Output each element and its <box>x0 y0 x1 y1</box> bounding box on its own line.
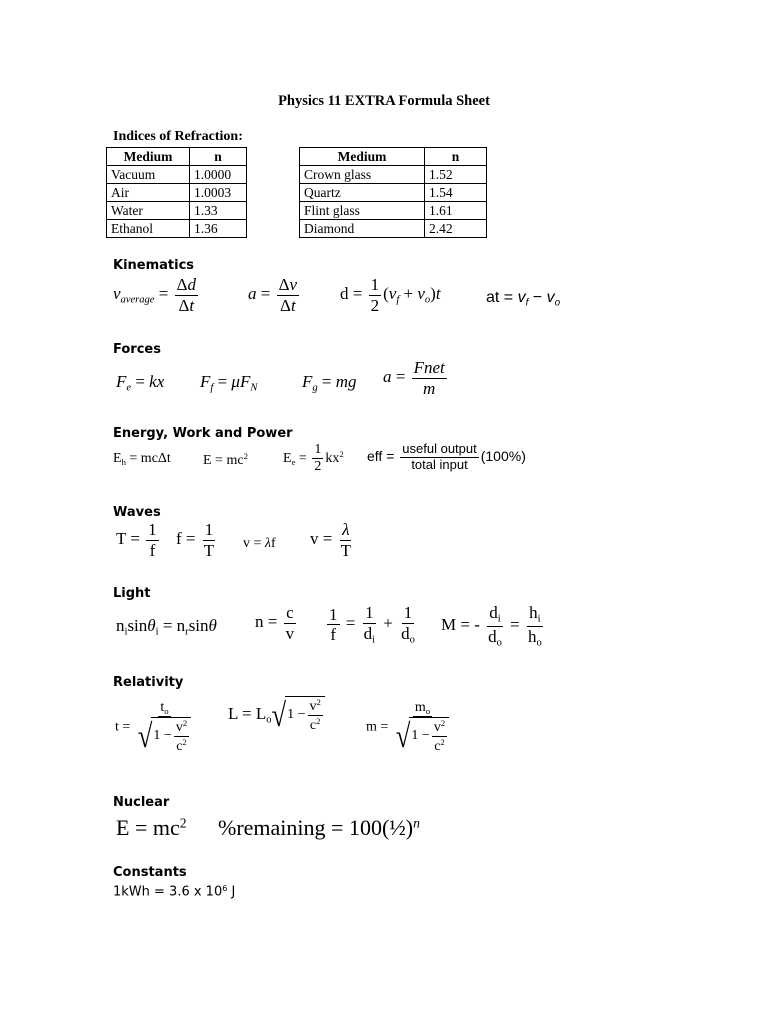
half-life-formula: %remaining = 100(½)$^n$ <box>218 815 420 840</box>
kwh-text: 1kWh = 3.6 x 10 <box>113 884 223 900</box>
n-cell: 2.42 <box>425 220 487 238</box>
elastic-energy-formula: $E_e$ = $\frac{1}{2}$ $kx^2$ <box>283 442 344 475</box>
relativistic-mass-formula: m = $m_o$ √ 1 − $\frac{v^2}{c^2}$ <box>366 700 453 755</box>
nuclear-energy-formula: $E = mc^2$ <box>116 815 187 840</box>
nuclear-heading: Nuclear <box>113 795 170 810</box>
column-header-n: n <box>190 148 247 166</box>
medium-cell: Diamond <box>300 220 425 238</box>
table-row <box>300 184 487 202</box>
n-cell: 1.54 <box>425 184 487 202</box>
lens-formula: $\frac{1}{f}$ = $\frac{1}{d_i}$ + $\frac{1}{d_o}$ <box>329 603 415 646</box>
column-header-n: n <box>425 148 487 166</box>
spring-force-formula: $F_e$ = kx <box>116 372 165 394</box>
n-cell: 1.0000 <box>190 166 247 184</box>
frequency-formula: f = $\frac{1}{T}$ <box>176 520 215 560</box>
waves-heading: Waves <box>113 505 161 520</box>
kinematics-heading: Kinematics <box>113 258 195 273</box>
table-row <box>300 202 487 220</box>
kwh-unit: J <box>227 884 236 900</box>
gravity-force-formula: $F_g$ = mg <box>302 372 357 394</box>
mass-energy-formula: $E = mc^2$ <box>203 451 248 468</box>
snell-law-formula: $n_i\sin\theta_i = n_r\sin\theta$ <box>116 616 217 638</box>
period-formula: T = $\frac{1}{f}$ <box>116 520 157 560</box>
table-row <box>107 202 247 220</box>
net-force-formula: a = $\frac{\text{Fnet}}{m}$ <box>383 358 445 398</box>
relativity-heading: Relativity <box>113 675 184 690</box>
acceleration-formula: a = $\frac{\Delta v}{\Delta t}$ <box>248 275 298 315</box>
remaining-label: %remaining <box>218 815 326 840</box>
wave-speed-period-formula: v = $\frac{\lambda}{T}$ <box>310 520 351 560</box>
at-formula: at = $v_f - v_o$ <box>486 289 561 309</box>
percent-label: (100%) <box>480 448 526 465</box>
n-cell: 1.36 <box>190 220 247 238</box>
page-title: Physics 11 EXTRA Formula Sheet <box>278 93 490 109</box>
medium-cell: Ethanol <box>107 220 190 238</box>
refraction-table-right <box>299 147 487 238</box>
total-input-label: total input <box>411 456 468 472</box>
efficiency-formula <box>367 442 526 473</box>
time-dilation-formula: t = $t_o$ √ 1 − $\frac{v^2}{c^2}$ <box>115 700 195 755</box>
table-row <box>107 184 247 202</box>
table-row <box>107 166 247 184</box>
column-header-medium: Medium <box>107 148 190 166</box>
medium-cell: Water <box>107 202 190 220</box>
refraction-table-left <box>106 147 247 238</box>
displacement-formula: d = $\frac{1}{2}$ $(v_f + v_o)t$ <box>340 275 441 315</box>
column-header-medium: Medium <box>300 148 425 166</box>
table-row <box>300 166 487 184</box>
medium-cell: Vacuum <box>107 166 190 184</box>
useful-output-label: useful output <box>402 441 477 456</box>
efficiency-label: eff = <box>367 448 395 465</box>
friction-formula: $F_f = \mu F_N$ <box>200 372 258 394</box>
average-velocity-formula: $v_{average}$ = $\frac{\Delta d}{\Delta t}$ <box>113 275 196 315</box>
n-cell: 1.61 <box>425 202 487 220</box>
table-row <box>107 220 247 238</box>
n-cell: 1.52 <box>425 166 487 184</box>
wave-speed-formula: v = λf <box>243 536 276 551</box>
n-cell: 1.33 <box>190 202 247 220</box>
n-cell: 1.0003 <box>190 184 247 202</box>
medium-cell: Quartz <box>300 184 425 202</box>
forces-heading: Forces <box>113 342 161 357</box>
kwh-constant <box>113 884 235 899</box>
light-heading: Light <box>113 586 151 601</box>
refraction-heading: Indices of Refraction: <box>113 129 243 144</box>
refractive-index-formula: n = $\frac{c}{v}$ <box>255 603 295 643</box>
constants-heading: Constants <box>113 865 187 880</box>
medium-cell: Flint glass <box>300 202 425 220</box>
heat-formula: $E_h = mc\Delta t$ <box>113 451 171 468</box>
medium-cell: Crown glass <box>300 166 425 184</box>
energy-heading: Energy, Work and Power <box>113 426 293 441</box>
table-row <box>300 220 487 238</box>
magnification-formula: M = - $\frac{d_i}{d_o}$ = $\frac{h_i}{h_o}$ <box>441 603 542 649</box>
length-contraction-formula: $L = L_o$ √ 1 − $\frac{v^2}{c^2}$ <box>228 696 325 734</box>
kwh-exponent: 6 <box>222 884 228 893</box>
medium-cell: Air <box>107 184 190 202</box>
